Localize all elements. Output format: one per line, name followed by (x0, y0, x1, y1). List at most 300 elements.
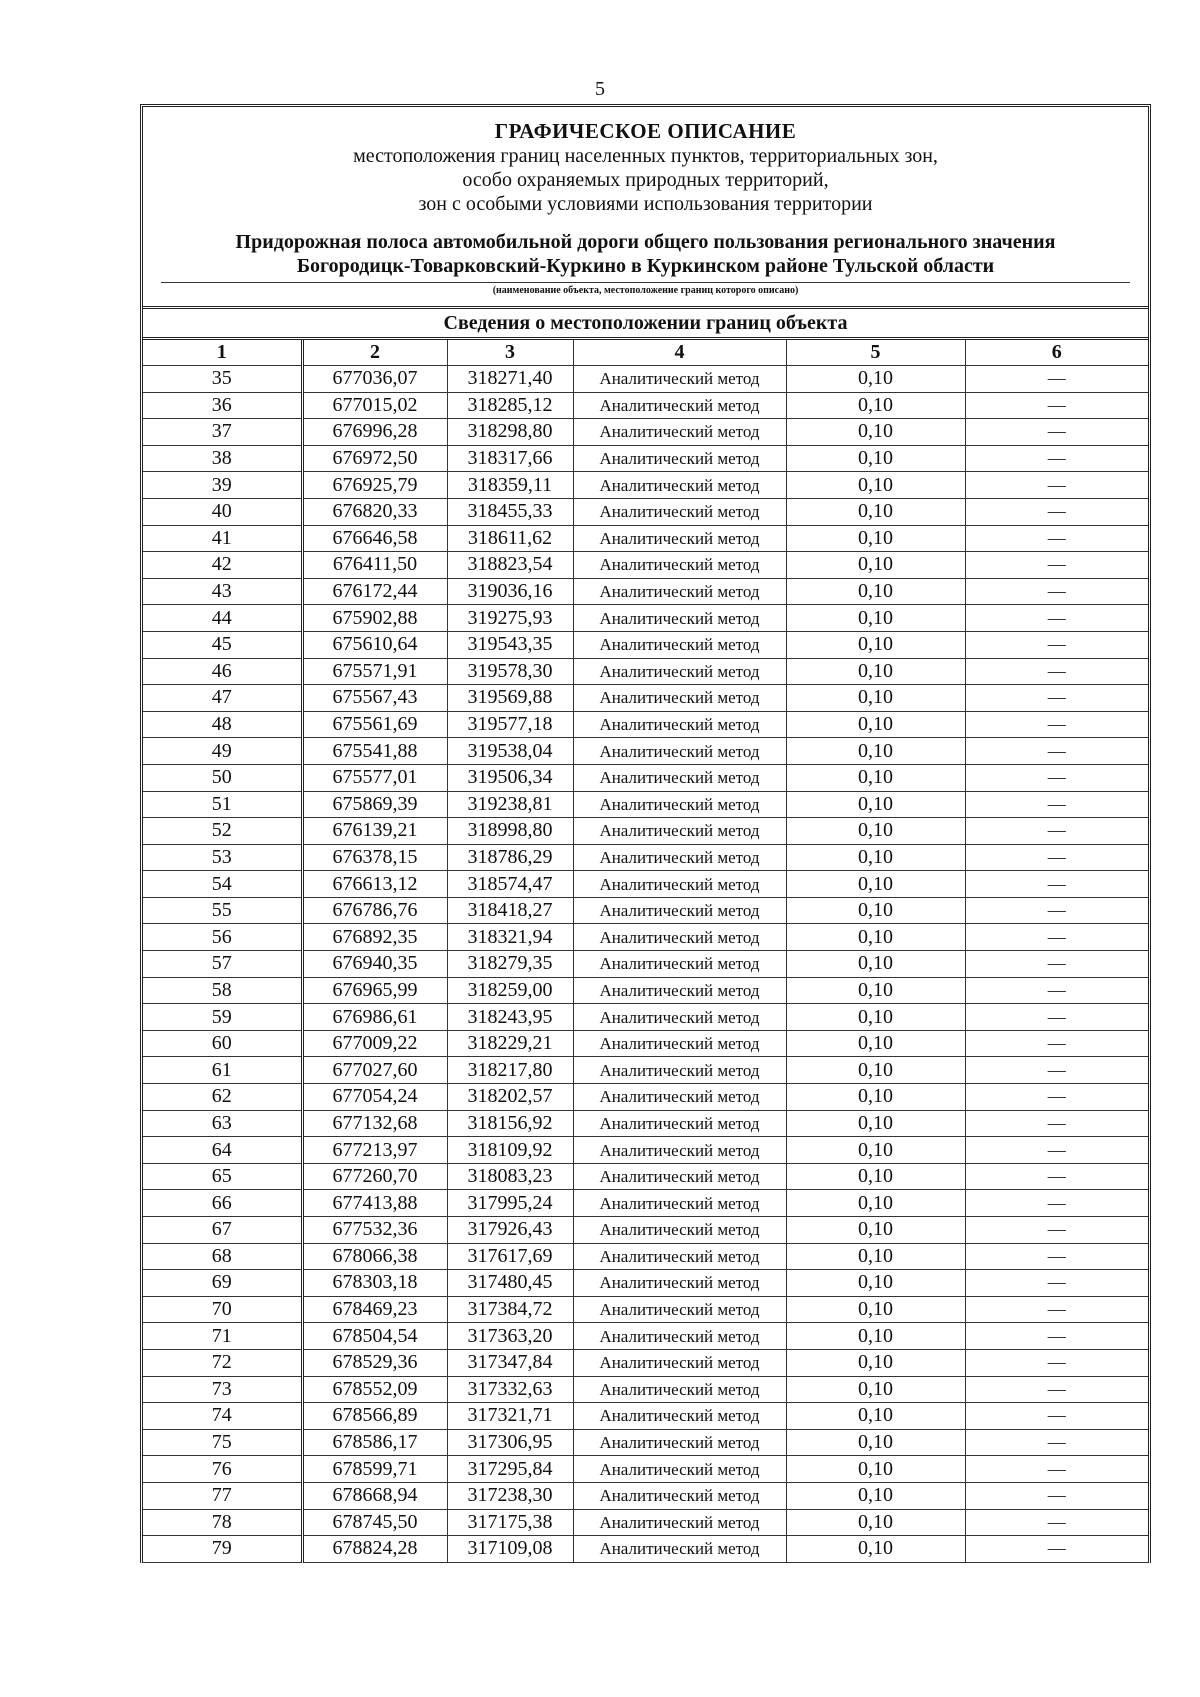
point-number: 69 (143, 1270, 302, 1297)
determination-method: Аналитический метод (573, 977, 786, 1004)
table-row (143, 1376, 1148, 1403)
description: — (965, 1217, 1148, 1244)
y-coordinate: 318823,54 (447, 552, 573, 579)
table-row (143, 1030, 1148, 1057)
accuracy: 0,10 (786, 1536, 965, 1563)
description: — (965, 525, 1148, 552)
y-coordinate: 317238,30 (447, 1482, 573, 1509)
y-coordinate: 318359,11 (447, 472, 573, 499)
point-number: 70 (143, 1296, 302, 1323)
y-coordinate: 317175,38 (447, 1509, 573, 1536)
x-coordinate: 676925,79 (302, 472, 447, 499)
accuracy: 0,10 (786, 1084, 965, 1111)
y-coordinate: 319036,16 (447, 578, 573, 605)
y-coordinate: 318317,66 (447, 445, 573, 472)
determination-method: Аналитический метод (573, 1349, 786, 1376)
y-coordinate: 317617,69 (447, 1243, 573, 1270)
point-number: 38 (143, 445, 302, 472)
point-number: 65 (143, 1163, 302, 1190)
accuracy: 0,10 (786, 1137, 965, 1164)
description: — (965, 1030, 1148, 1057)
y-coordinate: 317332,63 (447, 1376, 573, 1403)
point-number: 47 (143, 685, 302, 712)
x-coordinate: 677260,70 (302, 1163, 447, 1190)
description: — (965, 1509, 1148, 1536)
table-row (143, 1323, 1148, 1350)
determination-method: Аналитический метод (573, 1323, 786, 1350)
column-header: 5 (786, 340, 965, 366)
column-header: 6 (965, 340, 1148, 366)
point-number: 41 (143, 525, 302, 552)
accuracy: 0,10 (786, 1323, 965, 1350)
accuracy: 0,10 (786, 472, 965, 499)
table-row (143, 1270, 1148, 1297)
page-number: 5 (595, 78, 605, 100)
accuracy: 0,10 (786, 631, 965, 658)
description: — (965, 871, 1148, 898)
y-coordinate: 318418,27 (447, 897, 573, 924)
y-coordinate: 318243,95 (447, 1004, 573, 1031)
coordinates-table (143, 340, 1148, 1563)
determination-method: Аналитический метод (573, 498, 786, 525)
accuracy: 0,10 (786, 738, 965, 765)
description: — (965, 1004, 1148, 1031)
x-coordinate: 677027,60 (302, 1057, 447, 1084)
point-number: 75 (143, 1429, 302, 1456)
point-number: 62 (143, 1084, 302, 1111)
determination-method: Аналитический метод (573, 1030, 786, 1057)
determination-method: Аналитический метод (573, 1376, 786, 1403)
accuracy: 0,10 (786, 1509, 965, 1536)
accuracy: 0,10 (786, 871, 965, 898)
point-number: 59 (143, 1004, 302, 1031)
table-row (143, 578, 1148, 605)
determination-method: Аналитический метод (573, 871, 786, 898)
point-number: 72 (143, 1349, 302, 1376)
object-name-line: Богородицк-Товарковский-Куркино в Куркинском районе Тульской области (296, 255, 995, 277)
y-coordinate: 317926,43 (447, 1217, 573, 1244)
y-coordinate: 318279,35 (447, 951, 573, 978)
point-number: 73 (143, 1376, 302, 1403)
description: — (965, 738, 1148, 765)
point-number: 67 (143, 1217, 302, 1244)
x-coordinate: 676172,44 (302, 578, 447, 605)
x-coordinate: 677054,24 (302, 1084, 447, 1111)
determination-method: Аналитический метод (573, 711, 786, 738)
y-coordinate: 317321,71 (447, 1403, 573, 1430)
point-number: 50 (143, 764, 302, 791)
x-coordinate: 675577,01 (302, 764, 447, 791)
x-coordinate: 675869,39 (302, 791, 447, 818)
subtitle-line: особо охраняемых природных территорий, (462, 169, 829, 191)
determination-method: Аналитический метод (573, 1057, 786, 1084)
determination-method: Аналитический метод (573, 1536, 786, 1563)
x-coordinate: 675567,43 (302, 685, 447, 712)
x-coordinate: 678469,23 (302, 1296, 447, 1323)
x-coordinate: 677009,22 (302, 1030, 447, 1057)
accuracy: 0,10 (786, 1243, 965, 1270)
point-number: 40 (143, 498, 302, 525)
x-coordinate: 675571,91 (302, 658, 447, 685)
accuracy: 0,10 (786, 658, 965, 685)
x-coordinate: 677213,97 (302, 1137, 447, 1164)
table-row (143, 1349, 1148, 1376)
point-number: 76 (143, 1456, 302, 1483)
accuracy: 0,10 (786, 764, 965, 791)
table-row (143, 711, 1148, 738)
point-number: 48 (143, 711, 302, 738)
accuracy: 0,10 (786, 711, 965, 738)
x-coordinate: 676786,76 (302, 897, 447, 924)
determination-method: Аналитический метод (573, 1110, 786, 1137)
y-coordinate: 318259,00 (447, 977, 573, 1004)
determination-method: Аналитический метод (573, 1429, 786, 1456)
table-row (143, 818, 1148, 845)
accuracy: 0,10 (786, 525, 965, 552)
description: — (965, 1243, 1148, 1270)
determination-method: Аналитический метод (573, 791, 786, 818)
y-coordinate: 318109,92 (447, 1137, 573, 1164)
y-coordinate: 318998,80 (447, 818, 573, 845)
table-row (143, 1110, 1148, 1137)
x-coordinate: 677036,07 (302, 366, 447, 393)
accuracy: 0,10 (786, 977, 965, 1004)
point-number: 74 (143, 1403, 302, 1430)
x-coordinate: 678529,36 (302, 1349, 447, 1376)
determination-method: Аналитический метод (573, 738, 786, 765)
point-number: 52 (143, 818, 302, 845)
determination-method: Аналитический метод (573, 366, 786, 393)
description: — (965, 498, 1148, 525)
point-number: 44 (143, 605, 302, 632)
accuracy: 0,10 (786, 392, 965, 419)
table-row (143, 1296, 1148, 1323)
table-row (143, 951, 1148, 978)
document-title: ГРАФИЧЕСКОЕ ОПИСАНИЕ (494, 119, 797, 143)
column-header: 2 (302, 340, 447, 366)
x-coordinate: 676965,99 (302, 977, 447, 1004)
accuracy: 0,10 (786, 1456, 965, 1483)
determination-method: Аналитический метод (573, 419, 786, 446)
table-row (143, 1536, 1148, 1563)
determination-method: Аналитический метод (573, 1190, 786, 1217)
accuracy: 0,10 (786, 419, 965, 446)
object-underline (161, 282, 1130, 283)
determination-method: Аналитический метод (573, 1296, 786, 1323)
point-number: 35 (143, 366, 302, 393)
y-coordinate: 319238,81 (447, 791, 573, 818)
x-coordinate: 678745,50 (302, 1509, 447, 1536)
table-row (143, 1509, 1148, 1536)
point-number: 77 (143, 1482, 302, 1509)
x-coordinate: 678566,89 (302, 1403, 447, 1430)
table-row (143, 1456, 1148, 1483)
accuracy: 0,10 (786, 366, 965, 393)
determination-method: Аналитический метод (573, 605, 786, 632)
determination-method: Аналитический метод (573, 1137, 786, 1164)
point-number: 63 (143, 1110, 302, 1137)
x-coordinate: 676940,35 (302, 951, 447, 978)
table-row (143, 472, 1148, 499)
accuracy: 0,10 (786, 818, 965, 845)
point-number: 54 (143, 871, 302, 898)
accuracy: 0,10 (786, 1110, 965, 1137)
x-coordinate: 678586,17 (302, 1429, 447, 1456)
determination-method: Аналитический метод (573, 844, 786, 871)
point-number: 56 (143, 924, 302, 951)
description: — (965, 578, 1148, 605)
determination-method: Аналитический метод (573, 658, 786, 685)
point-number: 58 (143, 977, 302, 1004)
y-coordinate: 317995,24 (447, 1190, 573, 1217)
subtitle-line: местоположения границ населенных пунктов, территориальных зон, (353, 145, 938, 167)
determination-method: Аналитический метод (573, 1482, 786, 1509)
table-header-row (143, 340, 1148, 366)
y-coordinate: 319506,34 (447, 764, 573, 791)
description: — (965, 764, 1148, 791)
description: — (965, 366, 1148, 393)
point-number: 60 (143, 1030, 302, 1057)
determination-method: Аналитический метод (573, 1004, 786, 1031)
determination-method: Аналитический метод (573, 1270, 786, 1297)
x-coordinate: 676139,21 (302, 818, 447, 845)
accuracy: 0,10 (786, 1296, 965, 1323)
accuracy: 0,10 (786, 1376, 965, 1403)
determination-method: Аналитический метод (573, 1084, 786, 1111)
accuracy: 0,10 (786, 1217, 965, 1244)
description: — (965, 1057, 1148, 1084)
determination-method: Аналитический метод (573, 764, 786, 791)
object-name-line: Придорожная полоса автомобильной дороги общего пользования регионального значения (235, 231, 1056, 253)
description: — (965, 445, 1148, 472)
point-number: 64 (143, 1137, 302, 1164)
description: — (965, 844, 1148, 871)
x-coordinate: 675610,64 (302, 631, 447, 658)
table-row (143, 1482, 1148, 1509)
description: — (965, 685, 1148, 712)
determination-method: Аналитический метод (573, 924, 786, 951)
table-row (143, 1057, 1148, 1084)
y-coordinate: 319578,30 (447, 658, 573, 685)
determination-method: Аналитический метод (573, 685, 786, 712)
y-coordinate: 317109,08 (447, 1536, 573, 1563)
table-row (143, 445, 1148, 472)
description: — (965, 1296, 1148, 1323)
y-coordinate: 318083,23 (447, 1163, 573, 1190)
y-coordinate: 318455,33 (447, 498, 573, 525)
x-coordinate: 676411,50 (302, 552, 447, 579)
x-coordinate: 676972,50 (302, 445, 447, 472)
accuracy: 0,10 (786, 578, 965, 605)
accuracy: 0,10 (786, 1057, 965, 1084)
point-number: 43 (143, 578, 302, 605)
description: — (965, 419, 1148, 446)
table-row (143, 977, 1148, 1004)
table-row (143, 498, 1148, 525)
table-row (143, 605, 1148, 632)
determination-method: Аналитический метод (573, 1509, 786, 1536)
table-row (143, 419, 1148, 446)
table-row (143, 791, 1148, 818)
description: — (965, 1163, 1148, 1190)
description: — (965, 1323, 1148, 1350)
description: — (965, 924, 1148, 951)
description: — (965, 1536, 1148, 1563)
y-coordinate: 317347,84 (447, 1349, 573, 1376)
y-coordinate: 317295,84 (447, 1456, 573, 1483)
y-coordinate: 318321,94 (447, 924, 573, 951)
object-caption: (наименование объекта, местоположение границ которого описано) (492, 285, 799, 296)
table-row (143, 1084, 1148, 1111)
table-row (143, 1137, 1148, 1164)
point-number: 37 (143, 419, 302, 446)
x-coordinate: 677532,36 (302, 1217, 447, 1244)
point-number: 71 (143, 1323, 302, 1350)
accuracy: 0,10 (786, 552, 965, 579)
accuracy: 0,10 (786, 1482, 965, 1509)
x-coordinate: 676820,33 (302, 498, 447, 525)
x-coordinate: 678066,38 (302, 1243, 447, 1270)
accuracy: 0,10 (786, 897, 965, 924)
accuracy: 0,10 (786, 1030, 965, 1057)
point-number: 39 (143, 472, 302, 499)
description: — (965, 605, 1148, 632)
accuracy: 0,10 (786, 1349, 965, 1376)
y-coordinate: 318229,21 (447, 1030, 573, 1057)
description: — (965, 1270, 1148, 1297)
point-number: 42 (143, 552, 302, 579)
document-frame (140, 104, 1151, 1563)
accuracy: 0,10 (786, 1163, 965, 1190)
x-coordinate: 676986,61 (302, 1004, 447, 1031)
x-coordinate: 676892,35 (302, 924, 447, 951)
determination-method: Аналитический метод (573, 1243, 786, 1270)
accuracy: 0,10 (786, 1429, 965, 1456)
y-coordinate: 318202,57 (447, 1084, 573, 1111)
section-title: Сведения о местоположении границ объекта (143, 309, 1148, 340)
table-row (143, 764, 1148, 791)
determination-method: Аналитический метод (573, 472, 786, 499)
y-coordinate: 319569,88 (447, 685, 573, 712)
table-row (143, 1243, 1148, 1270)
point-number: 53 (143, 844, 302, 871)
x-coordinate: 677413,88 (302, 1190, 447, 1217)
determination-method: Аналитический метод (573, 445, 786, 472)
description: — (965, 951, 1148, 978)
x-coordinate: 675902,88 (302, 605, 447, 632)
y-coordinate: 317363,20 (447, 1323, 573, 1350)
y-coordinate: 317306,95 (447, 1429, 573, 1456)
x-coordinate: 676996,28 (302, 419, 447, 446)
y-coordinate: 318271,40 (447, 366, 573, 393)
determination-method: Аналитический метод (573, 1217, 786, 1244)
determination-method: Аналитический метод (573, 631, 786, 658)
column-header: 3 (447, 340, 573, 366)
determination-method: Аналитический метод (573, 1403, 786, 1430)
table-row (143, 392, 1148, 419)
accuracy: 0,10 (786, 1190, 965, 1217)
accuracy: 0,10 (786, 685, 965, 712)
determination-method: Аналитический метод (573, 392, 786, 419)
table-row (143, 738, 1148, 765)
y-coordinate: 319543,35 (447, 631, 573, 658)
accuracy: 0,10 (786, 498, 965, 525)
description: — (965, 1482, 1148, 1509)
determination-method: Аналитический метод (573, 951, 786, 978)
accuracy: 0,10 (786, 1004, 965, 1031)
y-coordinate: 317384,72 (447, 1296, 573, 1323)
description: — (965, 977, 1148, 1004)
table-row (143, 631, 1148, 658)
description: — (965, 1190, 1148, 1217)
y-coordinate: 318217,80 (447, 1057, 573, 1084)
accuracy: 0,10 (786, 605, 965, 632)
accuracy: 0,10 (786, 445, 965, 472)
determination-method: Аналитический метод (573, 818, 786, 845)
description: — (965, 1429, 1148, 1456)
description: — (965, 1349, 1148, 1376)
table-row (143, 1403, 1148, 1430)
accuracy: 0,10 (786, 924, 965, 951)
description: — (965, 392, 1148, 419)
document-header (143, 107, 1148, 309)
determination-method: Аналитический метод (573, 552, 786, 579)
description: — (965, 1110, 1148, 1137)
point-number: 61 (143, 1057, 302, 1084)
x-coordinate: 678303,18 (302, 1270, 447, 1297)
determination-method: Аналитический метод (573, 897, 786, 924)
description: — (965, 897, 1148, 924)
description: — (965, 711, 1148, 738)
y-coordinate: 318611,62 (447, 525, 573, 552)
point-number: 49 (143, 738, 302, 765)
point-number: 57 (143, 951, 302, 978)
column-header: 4 (573, 340, 786, 366)
determination-method: Аналитический метод (573, 1456, 786, 1483)
point-number: 68 (143, 1243, 302, 1270)
point-number: 45 (143, 631, 302, 658)
y-coordinate: 319275,93 (447, 605, 573, 632)
x-coordinate: 678668,94 (302, 1482, 447, 1509)
table-row (143, 924, 1148, 951)
table-row (143, 685, 1148, 712)
determination-method: Аналитический метод (573, 578, 786, 605)
description: — (965, 1456, 1148, 1483)
table-row (143, 871, 1148, 898)
table-row (143, 1163, 1148, 1190)
table-row (143, 525, 1148, 552)
determination-method: Аналитический метод (573, 1163, 786, 1190)
description: — (965, 791, 1148, 818)
description: — (965, 818, 1148, 845)
table-row (143, 1004, 1148, 1031)
description: — (965, 1084, 1148, 1111)
description: — (965, 631, 1148, 658)
accuracy: 0,10 (786, 951, 965, 978)
x-coordinate: 676378,15 (302, 844, 447, 871)
description: — (965, 1376, 1148, 1403)
table-row (143, 658, 1148, 685)
accuracy: 0,10 (786, 1403, 965, 1430)
x-coordinate: 678504,54 (302, 1323, 447, 1350)
point-number: 51 (143, 791, 302, 818)
subtitle-line: зон с особыми условиями использования территории (418, 193, 873, 215)
point-number: 79 (143, 1536, 302, 1563)
table-row (143, 897, 1148, 924)
object-name (143, 230, 1148, 278)
y-coordinate: 318574,47 (447, 871, 573, 898)
y-coordinate: 318298,80 (447, 419, 573, 446)
